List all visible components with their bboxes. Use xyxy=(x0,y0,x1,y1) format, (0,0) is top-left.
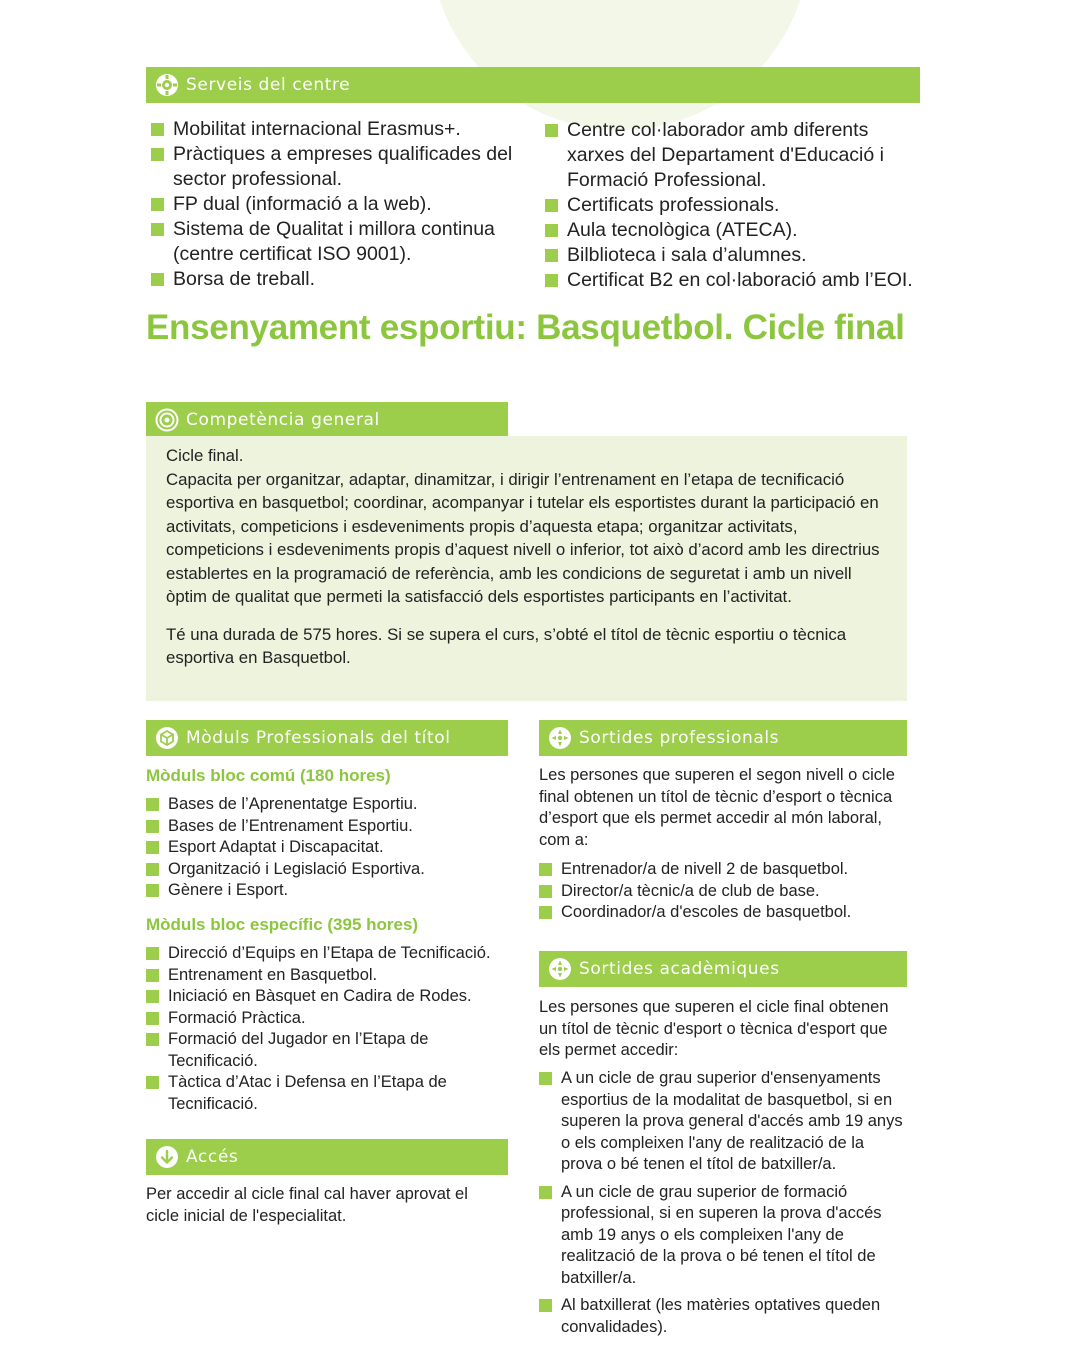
sortides-prof-header xyxy=(539,720,907,756)
moduls-especific-title: Mòduls bloc específic (395 hores) xyxy=(146,915,419,934)
arrow-down-icon xyxy=(154,1144,180,1170)
moduls-comu-list xyxy=(146,794,508,902)
moduls-header xyxy=(146,720,508,756)
list-item: Bases de l’Entrenament Esportiu. xyxy=(146,816,508,838)
list-item: Tàctica d’Atac i Defensa en l’Etapa de Tecnificació. xyxy=(146,1072,508,1115)
list-item: Bilblioteca i sala d’alumnes. xyxy=(545,243,930,268)
serveis-left-list xyxy=(151,117,521,292)
list-item: Iniciació en Bàsquet en Cadira de Rodes. xyxy=(146,986,508,1008)
list-item: Esport Adaptat i Discapacitat. xyxy=(146,837,508,859)
list-item: Aula tecnològica (ATECA). xyxy=(545,218,930,243)
list-item: Formació Pràctica. xyxy=(146,1008,508,1030)
acces-header xyxy=(146,1139,508,1175)
list-item: Director/a tècnic/a de club de base. xyxy=(539,881,911,903)
list-item: Formació del Jugador en l’Etapa de Tecnificació. xyxy=(146,1029,508,1072)
moduls-title: Mòduls Professionals del títol xyxy=(186,728,451,748)
list-item: A un cicle de grau superior de formació professional, si en superen la prova d'accés amb 19 anys o els compleixen l'any de realització de la prova o bé tenen el títol de batxiller/a. xyxy=(539,1182,907,1290)
moduls-especific-list xyxy=(146,943,508,1115)
competencia-duration: Té una durada de 575 hores. Si se supera el curs, s’obté el títol de tècnic esportiu o tècnica esportiva en Basquetbol. xyxy=(166,624,847,667)
cube-icon xyxy=(154,725,180,751)
list-item: A un cicle de grau superior d'ensenyaments esportius de la modalitat de basquetbol, si en superen la prova general d'accés amb 19 anys o els compleixen l'any de realització de la prova o bé tenen el títol de batxiller/a. xyxy=(539,1068,907,1176)
list-item: Sistema de Qualitat i millora continua (centre certificat ISO 9001). xyxy=(151,217,521,267)
sortides-acad-list xyxy=(539,1068,907,1338)
serveis-right-list xyxy=(545,118,930,293)
decorative-arc xyxy=(430,0,810,130)
acces-title: Accés xyxy=(186,1147,239,1167)
list-item: Al batxillerat (les matèries optatives queden convalidades). xyxy=(539,1295,907,1338)
competencia-body: Capacita per organitzar, adaptar, dinamitzar, i dirigir l’entrenament en l’etapa de tecnificació esportiva en basquetbol; coordinar, acompanyar i tutelar els esportistes durant la participació en activitats, competicions i esdeveniments propis d’aquesta etapa; organitzar activitats, competicions i esdeveniments propis d’aquest nivell o inferior, tot això d’acord amb les directrius establertes en la programació de referència, amb les condicions de seguretat i amb un nivell òptim de qualitat que permeti la satisfacció dels esportistes participants en l’activitat. xyxy=(166,469,880,606)
list-item: Certificat B2 en col·laboració amb l’EOI. xyxy=(545,268,930,293)
list-item: Coordinador/a d'escoles de basquetbol. xyxy=(539,902,911,924)
list-item: Borsa de treball. xyxy=(151,267,521,292)
list-item: Entrenador/a de nivell 2 de basquetbol. xyxy=(539,859,911,881)
list-item: Centre col·laborador amb diferents xarxes del Departament d'Educació i Formació Professional. xyxy=(545,118,930,193)
list-item: Pràctiques a empreses qualificades del sector professional. xyxy=(151,142,521,192)
sortides-acad-title: Sortides acadèmiques xyxy=(579,959,780,979)
list-item: Entrenament en Basquetbol. xyxy=(146,965,508,987)
list-item: Organització i Legislació Esportiva. xyxy=(146,859,508,881)
target-icon xyxy=(154,407,180,433)
list-item: FP dual (informació a la web). xyxy=(151,192,521,217)
list-item: Certificats professionals. xyxy=(545,193,930,218)
serveis-title: Serveis del centre xyxy=(186,75,351,95)
sortides-prof-list xyxy=(539,859,911,924)
competencia-line1: Cicle final. xyxy=(166,446,244,465)
competencia-header xyxy=(146,402,508,438)
moduls-comu-title: Mòduls bloc comú (180 hores) xyxy=(146,766,391,785)
sortides-prof-title: Sortides professionals xyxy=(579,728,780,748)
competencia-title: Competència general xyxy=(186,410,380,430)
acces-text: Per accedir al cicle final cal haver aprovat el cicle inicial de l'especialitat. xyxy=(146,1185,468,1225)
serveis-header xyxy=(146,67,920,103)
sortides-acad-header xyxy=(539,951,907,987)
list-item: Direcció d’Equips en l’Etapa de Tecnificació. xyxy=(146,943,508,965)
list-item: Gènere i Esport. xyxy=(146,880,508,902)
list-item: Mobilitat internacional Erasmus+. xyxy=(151,117,521,142)
sortides-prof-intro: Les persones que superen el segon nivell o cicle final obtenen un títol de tècnic d’esport o tècnica d’esport que els permet accedir al món laboral, com a: xyxy=(539,766,895,849)
compass-icon xyxy=(547,956,573,982)
page-title: Ensenyament esportiu: Basquetbol. Cicle final xyxy=(146,308,905,347)
list-item: Bases de l’Aprenentatge Esportiu. xyxy=(146,794,508,816)
gear-icon xyxy=(154,72,180,98)
competencia-box xyxy=(146,436,907,701)
compass-icon xyxy=(547,725,573,751)
sortides-acad-intro: Les persones que superen el cicle final obtenen un títol de tècnic d'esport o tècnica d'esport que els permet accedir: xyxy=(539,998,889,1059)
